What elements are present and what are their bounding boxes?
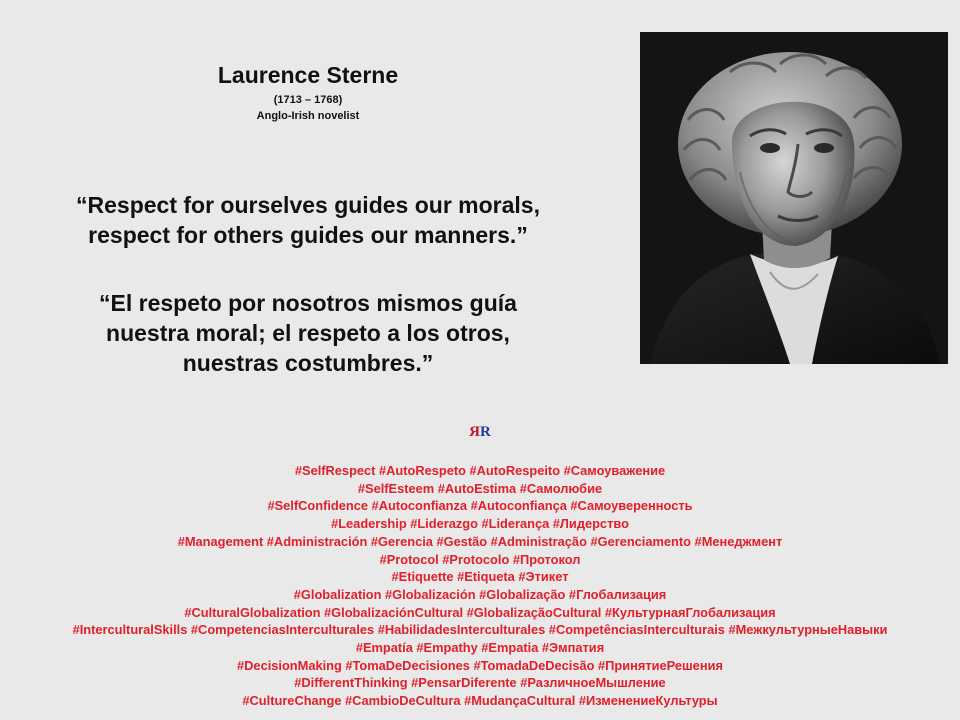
- quote-english-line: respect for others guides our manners.”: [88, 222, 528, 248]
- hashtag-line: #InterculturalSkills #CompetenciasInterculturales #HabilidadesInterculturales #CompetênciasInterculturais #МежкультурныеНавыки: [72, 622, 888, 638]
- hashtag-line: #DecisionMaking #TomaDeDecisiones #TomadaDeDecisão #ПринятиеРешения: [237, 657, 723, 673]
- monogram-letter: R: [480, 424, 491, 440]
- hashtag-line: #CulturalGlobalization #GlobalizaciónCultural #GlobalizaçãoCultural #КультурнаяГлобализация: [184, 604, 776, 620]
- hashtag-line: #CultureChange #CambioDeCultura #MudançaCultural #ИзменениеКультуры: [242, 693, 718, 709]
- hashtag-line: #Leadership #Liderazgo #Liderança #Лидерство: [331, 516, 629, 532]
- hashtag-line: #SelfEsteem #AutoEstima #Самолюбие: [357, 480, 603, 496]
- hashtag-line: #Management #Administración #Gerencia #Gestão #Administração #Gerenciamento #Менеджмент: [177, 533, 783, 549]
- quote-spanish-line: “El respeto por nosotros mismos guía: [99, 290, 517, 316]
- author-portrait: [640, 32, 948, 364]
- quote-spanish: [10, 288, 606, 378]
- hashtag-list: [0, 462, 960, 710]
- monogram-logo: [0, 424, 960, 441]
- hashtag-line: #DifferentThinking #PensarDiferente #РазличноеМышление: [294, 675, 666, 691]
- portrait-engraving: [640, 32, 948, 364]
- quote-english-line: “Respect for ourselves guides our morals,: [76, 192, 540, 218]
- hashtag-line: #Protocol #Protocolo #Протокол: [379, 551, 581, 567]
- hashtag-line: #Globalization #Globalización #Globalização #Глобализация: [293, 586, 667, 602]
- author-name: Laurence Sterne: [217, 62, 399, 88]
- author-occupation: Anglo-Irish novelist: [256, 110, 360, 122]
- quote-spanish-line: nuestras costumbres.”: [182, 350, 434, 376]
- quote-english: [10, 190, 606, 250]
- quote-spanish-line: nuestra moral; el respeto a los otros,: [106, 320, 510, 346]
- monogram-letter: Я: [469, 424, 480, 440]
- hashtag-line: #SelfRespect #AutoRespeto #AutoRespeito #Самоуважение: [294, 463, 666, 478]
- hashtag-line: #SelfConfidence #Autoconfianza #Autoconfiança #Самоуверенность: [267, 498, 693, 514]
- author-dates: (1713 – 1768): [273, 94, 343, 106]
- hashtag-line: #Etiquette #Etiqueta #Этикет: [391, 569, 569, 585]
- hashtag-line: #Empatía #Empathy #Empatia #Эмпатия: [355, 640, 605, 656]
